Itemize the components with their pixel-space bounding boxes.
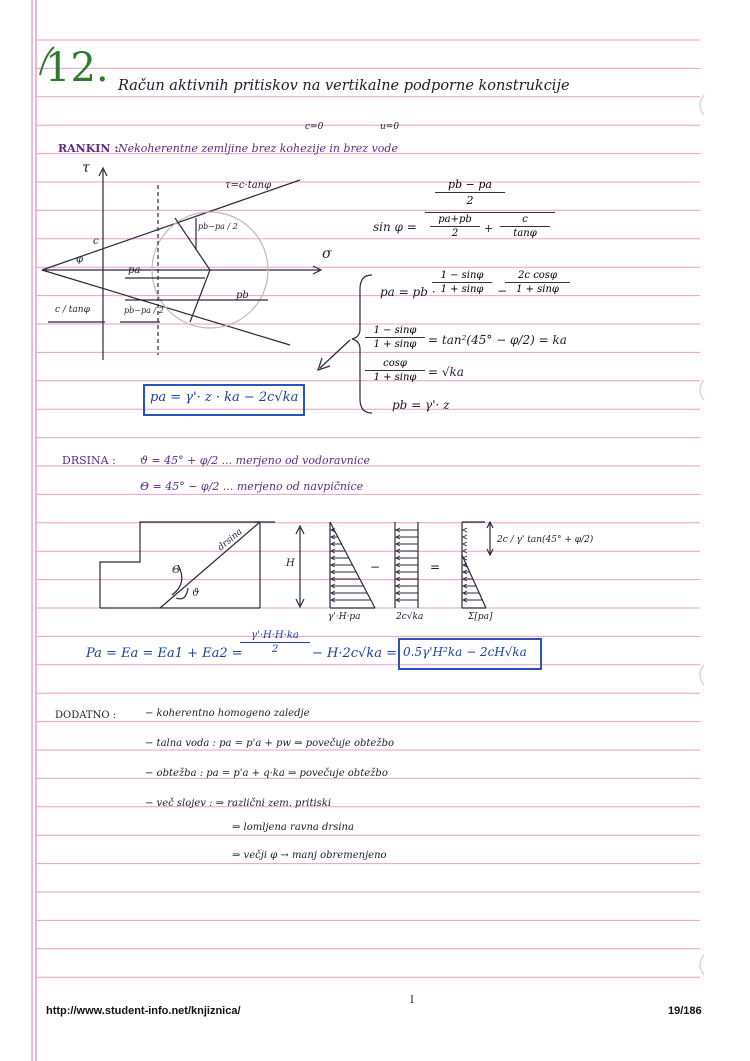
pb-equation: pb = γ'· z <box>392 398 450 412</box>
rankin-heading: Nekoherentne zemljine brez kohezije in brez vode <box>118 142 398 155</box>
footer-url[interactable]: http://www.student-info.net/knjiznica/ <box>46 1005 241 1017</box>
ka-equation: = tan²(45° − φ/2) = ka <box>428 333 567 347</box>
diff-half-lower: pb−pa / 2 <box>124 306 164 315</box>
sin-lhs: sin φ = <box>373 220 417 234</box>
equals-sign: = <box>430 560 441 574</box>
theta-label: Θ <box>172 565 181 576</box>
fraction-2: 2c cosφ 1 + sinφ <box>505 270 570 295</box>
pa-total-fraction: γ'·H·H·ka 2 <box>240 630 310 655</box>
sqrt-fraction: cosφ 1 + sinφ <box>365 358 425 383</box>
pa-total-result: 0.5γ'H²ka − 2cH√ka <box>403 645 527 659</box>
drsina-line-2: Θ = 45° − φ/2 ... merjeno od navpičnice <box>140 480 364 493</box>
note-c0: c=0 <box>305 122 324 132</box>
drsina-line-1: ϑ = 45° + φ/2 ... merjeno od vodoravnice <box>140 454 370 467</box>
note-u0: u=0 <box>380 122 400 132</box>
pa-total-rest: − H·2c√ka = <box>312 646 397 661</box>
c-over-tan-label: c / tanφ <box>55 305 90 315</box>
dodatno-item-5: ⇒ lomljena ravna drsina <box>232 822 354 833</box>
dodatno-item-2: − talna voda : pa = p'a + pw ⇒ povečuje obtežbo <box>145 738 394 749</box>
footer-page: 19/186 <box>668 1005 702 1017</box>
notebook-page: 12. Račun aktivnih pritiskov na vertikalne podporne konstrukcije RANKIN : Nekoherentne zemljine brez kohezije in brez vode c=0 u=0 τ σ τ=c·tanφ φ c c / tanφ pa pb pb−pa / 2 pb−pa / 2 sin φ = pb − pa 2 pa+pb 2 + c tanφ pa = pb · 1 − sinφ 1 + sinφ − 2c cosφ 1 + sinφ 1 − sinφ 1 + sinφ = tan²(45° − φ/2) = ka cosφ 1 + sinφ = √ka pb = γ'· z pa = γ'· z · ka − 2c√ka DRSINA : ϑ = 45° + φ/2 ... merjeno od vodoravnice Θ = 45° − φ/2 ... merjeno od navpičnice drsina H Θ ϑ − = γ'·H·pa 2c√ka Σ[pa] 2c / γ' tan(45° + φ/2) Pa = Ea = Ea1 + Ea2 = γ'·H·H·ka 2 − H·2c√ka = 0.5γ'H²ka − 2cH√ka DODATNO : − koherentno homogeno zaledje − talna voda : pa = p'a + pw ⇒ povečuje obtežbo − obtežba : pa = p'a + q·ka ⇒ povečuje obtežbo − več slojev : ⇒ različni zem. pritiski ⇒ lomljena ravna drsina ⇒ večji φ → manj obremenjeno http://www.student-info.net/knjiznica/ 19/186 I <box>0 0 750 1061</box>
dodatno-label: DODATNO : <box>55 710 117 721</box>
minus-sign: − <box>370 560 381 574</box>
dodatno-item-3: − obtežba : pa = p'a + q·ka ⇒ povečuje obtežbo <box>145 768 388 779</box>
tau-axis-label: τ <box>82 160 90 176</box>
rankin-label: RANKIN : <box>58 142 119 155</box>
pb-label: pb <box>236 290 249 301</box>
bottom-label-3: Σ[pa] <box>468 612 493 622</box>
pa-label: pa <box>128 265 141 276</box>
bottom-label-1: γ'·H·pa <box>328 612 361 622</box>
pa-equation: pa = pb · <box>380 285 436 299</box>
failure-line-label: τ=c·tanφ <box>225 180 272 191</box>
ka-fraction: 1 − sinφ 1 + sinφ <box>365 325 425 350</box>
c-label: c <box>93 236 99 247</box>
page-number: 12. <box>45 45 109 91</box>
sin-numerator: pb − pa 2 <box>435 178 505 207</box>
mohr-diagram <box>42 168 321 360</box>
sin-den-c: c tanφ <box>500 214 550 239</box>
pa-total-lhs: Pa = Ea = Ea1 + Ea2 = <box>86 646 243 661</box>
footer-center-mark: I <box>410 995 414 1006</box>
fraction-1: 1 − sinφ 1 + sinφ <box>432 270 492 295</box>
height-label: H <box>286 558 295 569</box>
sigma-axis-label: σ <box>322 246 332 262</box>
side-note: 2c / γ' tan(45° + φ/2) <box>497 535 594 545</box>
dodatno-item-6: ⇒ večji φ → manj obremenjeno <box>232 850 387 861</box>
rankin-result: pa = γ'· z · ka − 2c√ka <box>150 390 299 405</box>
page-title: Račun aktivnih pritiskov na vertikalne podporne konstrukcije <box>118 78 570 94</box>
dodatno-item-4: − več slojev : ⇒ različni zem. pritiski <box>145 798 332 809</box>
diff-half-upper: pb−pa / 2 <box>198 222 238 231</box>
dodatno-item-1: − koherentno homogeno zaledje <box>145 708 310 719</box>
drsina-label: DRSINA : <box>62 454 116 467</box>
vartheta-label: ϑ <box>192 588 200 599</box>
bottom-label-2: 2c√ka <box>396 612 424 622</box>
drsina-word: drsina <box>216 526 245 554</box>
sin-den-a: pa+pb 2 <box>430 214 480 239</box>
sqrt-equation: = √ka <box>428 365 464 379</box>
phi-label: φ <box>76 254 84 265</box>
